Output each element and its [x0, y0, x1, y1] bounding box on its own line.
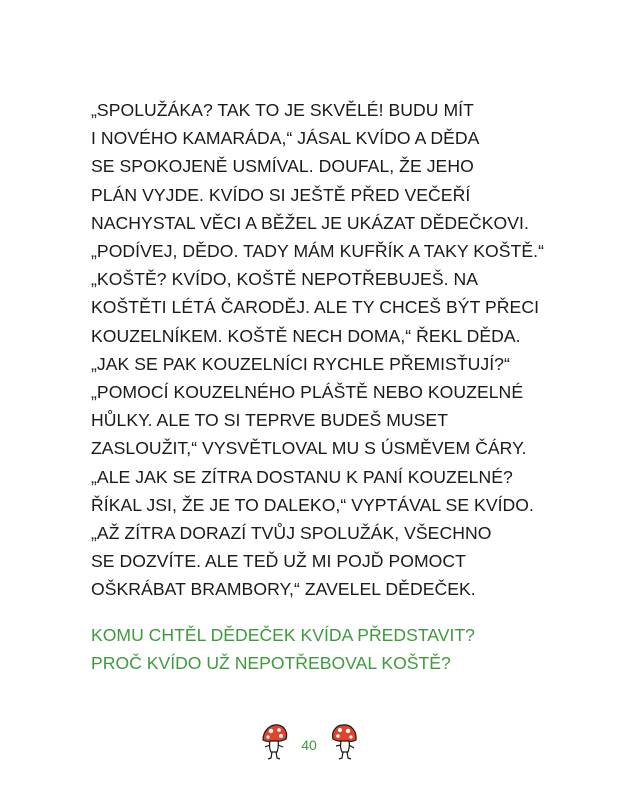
story-line-8: KOŠTĚTI LÉTÁ ČARODĚJ. ALE TY CHCEŠ BÝT PŘECI — [91, 297, 540, 318]
story-line-5: NACHYSTAL VĚCI A BĚŽEL JE UKÁZAT DĚDEČKOVI. — [91, 212, 529, 233]
story-line-14: „ALE JAK SE ZÍTRA DOSTANU K PANÍ KOUZELNÉ? — [91, 466, 513, 487]
story-line-11: „POMOCÍ KOUZELNÉHO PLÁŠTĚ NEBO KOUZELNÉ — [91, 382, 524, 403]
comprehension-questions — [91, 621, 591, 677]
story-line-17: SE DOZVÍTE. ALE TEĎ UŽ MI POJĎ POMOCT — [91, 551, 466, 572]
story-line-4: PLÁN VYJDE. KVÍDO SI JEŠTĚ PŘED VEČEŘÍ — [91, 184, 471, 205]
story-line-16: „AŽ ZÍTRA DORAZÍ TVŮJ SPOLUŽÁK, VŠECHNO — [91, 523, 492, 544]
mushroom-icon — [259, 722, 289, 762]
story-line-6: „PODÍVEJ, DĚDO. TADY MÁM KUFŘÍK A TAKY KOŠTĚ.“ — [91, 241, 544, 262]
story-line-7: „KOŠTĚ? KVÍDO, KOŠTĚ NEPOTŘEBUJEŠ. NA — [91, 269, 479, 290]
story-line-15: ŘÍKAL JSI, ŽE JE TO DALEKO,“ VYPTÁVAL SE KVÍDO. — [91, 494, 534, 515]
page-number: 40 — [301, 737, 317, 753]
question-2: PROČ KVÍDO UŽ NEPOTŘEBOVAL KOŠTĚ? — [91, 653, 451, 674]
story-line-9: KOUZELNÍKEM. KOŠTĚ NECH DOMA,“ ŘEKL DĚDA. — [91, 325, 521, 346]
mushroom-icon — [330, 722, 360, 762]
story-line-3: SE SPOKOJENĚ USMÍVAL. DOUFAL, ŽE JEHO — [91, 156, 474, 177]
story-line-13: ZASLOUŽIT,“ VYSVĚTLOVAL MU S ÚSMĚVEM ČÁRY. — [91, 438, 527, 459]
story-line-18: OŠKRÁBAT BRAMBORY,“ ZAVELEL DĚDEČEK. — [91, 579, 476, 600]
story-line-10: „JAK SE PAK KOUZELNÍCI RYCHLE PŘEMISŤUJÍ?“ — [91, 353, 510, 374]
story-line-12: HŮLKY. ALE TO SI TEPRVE BUDEŠ MUSET — [91, 410, 449, 431]
question-1: KOMU CHTĚL DĚDEČEK KVÍDA PŘEDSTAVIT? — [91, 625, 475, 645]
story-line-1: „SPOLUŽÁKA? TAK TO JE SKVĚLÉ! BUDU MÍT — [91, 100, 474, 120]
story-text — [91, 96, 591, 604]
story-line-2: I NOVÉHO KAMARÁDA,“ JÁSAL KVÍDO A DĚDA — [91, 128, 480, 149]
page-footer — [0, 720, 618, 766]
